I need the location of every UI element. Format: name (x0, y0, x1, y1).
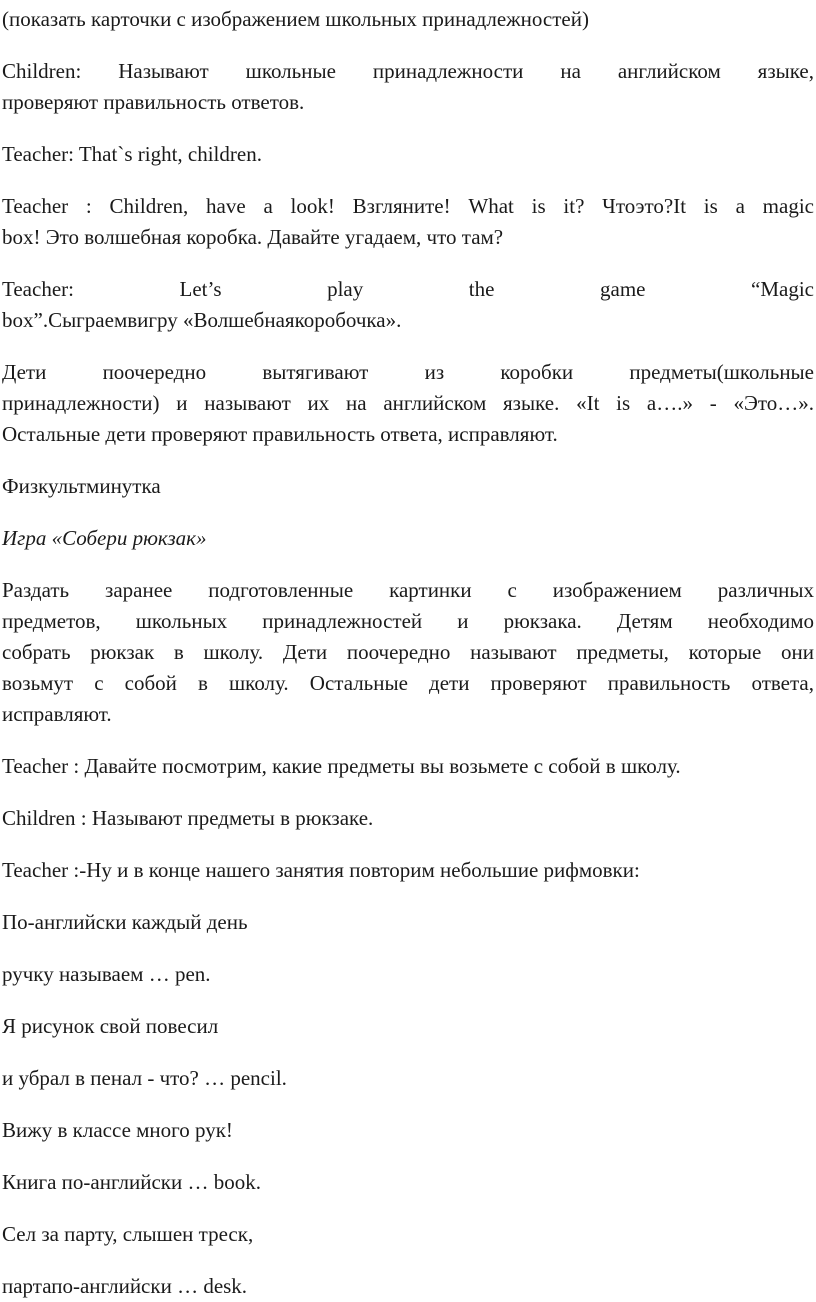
line: возьмут с собой в школу. Остальные дети проверяют правильность ответа, (2, 671, 814, 695)
rhyme-line: Вижу в классе много рук! (2, 1118, 233, 1142)
rhyme-line: По-английски каждый день (2, 910, 248, 934)
line: Остальные дети проверяют правильность ответа, исправляют. (2, 422, 558, 446)
line: Дети поочередно вытягивают из коробки предметы(школьные (2, 360, 814, 384)
line: box! Это волшебная коробка. Давайте угадаем, что там? (2, 225, 504, 249)
paragraph-physical-break: Физкультминутка (2, 474, 161, 498)
rhyme-line: партапо-английски … desk. (2, 1274, 248, 1298)
paragraph-backpack-instructions (2, 575, 814, 730)
line: собрать рюкзак в школу. Дети поочередно называют предметы, которые они (2, 640, 814, 664)
line: исправляют. (2, 702, 112, 726)
paragraph-children-name-items (2, 56, 814, 118)
line: Teacher : Children, have a look! Взгляните! What is it? Чтоэто?It is a magic (2, 194, 814, 218)
line: проверяют правильность ответов. (2, 90, 305, 114)
paragraph-play-game (2, 274, 814, 336)
rhyme-line: Сел за парту, слышен треск, (2, 1222, 254, 1246)
line: Teacher: Let’s play the game “Magic (2, 277, 814, 301)
rhyme-line: Книга по-английски … book. (2, 1170, 261, 1194)
paragraph-teacher-lets-see: Teacher : Давайте посмотрим, какие предметы вы возьмете с собой в школу. (2, 754, 681, 778)
rhyme-line: Я рисунок свой повесил (2, 1014, 219, 1038)
line: box”.Сыграемвигру «Волшебнаякоробочка». (2, 308, 402, 332)
paragraph-teacher-rhymes: Teacher :-Ну и в конце нашего занятия повторим небольшие рифмовки: (2, 858, 640, 882)
paragraph-children-name-backpack: Children : Называют предметы в рюкзаке. (2, 806, 374, 830)
paragraph-children-pull-items (2, 357, 814, 450)
paragraph-show-cards: (показать карточки с изображением школьных принадлежностей) (2, 7, 589, 31)
paragraph-game-title: Игра «Собери рюкзак» (2, 526, 207, 550)
rhyme-line: ручку называем … pen. (2, 962, 211, 986)
line: принадлежности) и называют их на английском языке. «It is a….» - «Это…». (2, 391, 814, 415)
paragraph-magic-box (2, 191, 814, 253)
paragraph-teacher-right: Teacher: That`s right, children. (2, 142, 262, 166)
line: Children: Называют школьные принадлежности на английском языке, (2, 59, 814, 83)
line: предметов, школьных принадлежностей и рюкзака. Детям необходимо (2, 609, 814, 633)
line: Раздать заранее подготовленные картинки с изображением различных (2, 578, 814, 602)
rhyme-line: и убрал в пенал - что? … pencil. (2, 1066, 287, 1090)
